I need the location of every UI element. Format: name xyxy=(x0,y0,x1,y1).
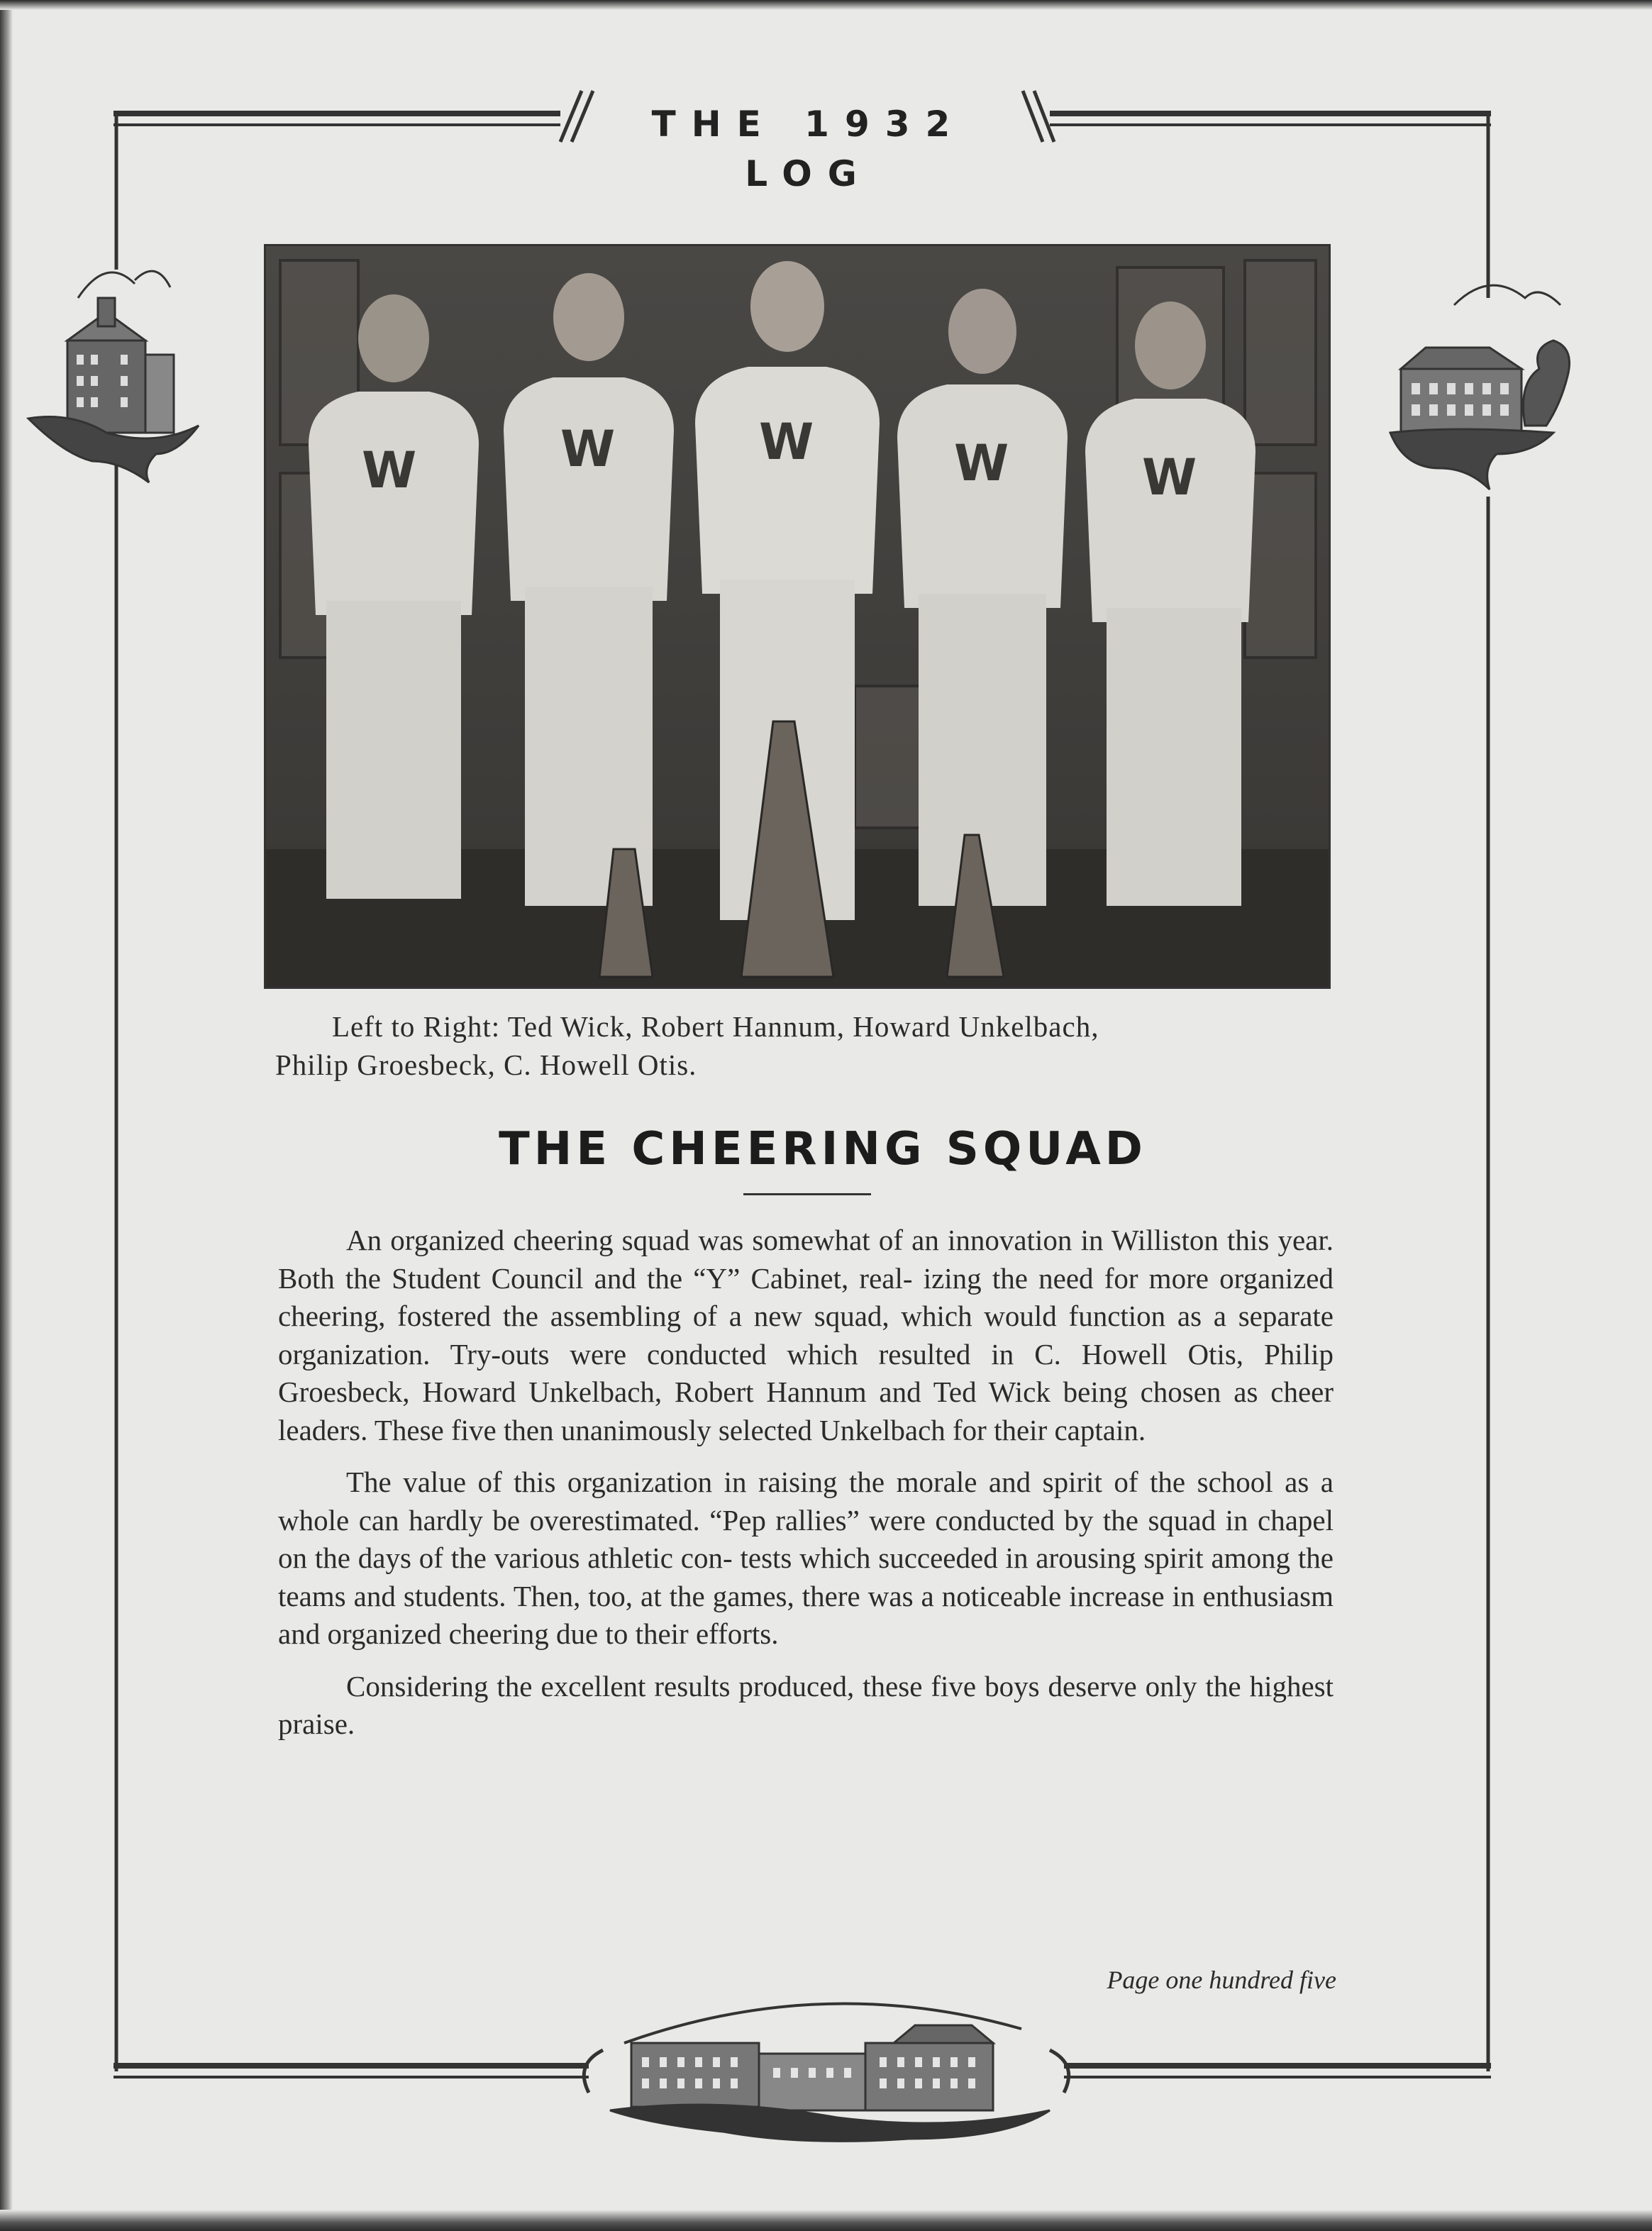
page-number: Page one hundred five xyxy=(1107,1966,1336,1994)
article-body xyxy=(278,1222,1334,1758)
running-header-title: THE 1932 LOG xyxy=(651,104,966,194)
title-underline-rule xyxy=(743,1193,871,1195)
sweater-letter: W xyxy=(362,441,417,499)
section-title: THE CHEERING SQUAD xyxy=(499,1123,1147,1175)
body-paragraph-3: Considering the excellent results produced, these five boys deserve only the highest praise. xyxy=(278,1669,1334,1740)
left-building-ornament xyxy=(28,271,199,482)
sweater-letter: W xyxy=(1142,448,1197,506)
campus-building-ornament xyxy=(584,2003,1068,2141)
right-building-ornament xyxy=(1390,285,1570,489)
caption-line-2: Philip Groesbeck, C. Howell Otis. xyxy=(275,1048,697,1081)
body-paragraph-2: The value of this organization in raising the morale and spirit of the school as a whole can hardly be overestimated. “Pep rallies” were conducted by the squad in chapel on the days of the various athletic con- tests which succeeded in arousing spirit among the teams and students. Then, too, at the games, there was a noticeable increase in enthusiasm and organized cheering due to their efforts. xyxy=(278,1466,1334,1650)
photo-caption xyxy=(275,1007,1332,1084)
sweater-letter: W xyxy=(954,434,1009,492)
caption-line-1: Left to Right: Ted Wick, Robert Hannum, Howard Unkelbach, xyxy=(332,1010,1099,1043)
sweater-letter: W xyxy=(759,413,814,471)
body-paragraph-1: An organized cheering squad was somewhat of an innovation in Williston this year. Both the Student Council and the “Y” Cabinet, real- izing the need for more organized cheering, fostered the assembling of a new squad, which would function as a separate organization. Try-outs were conducted which resulted in C. Howell Otis, Philip Groesbeck, Howard Unkelbach, Robert Hannum and Ted Wick being chosen as cheer leaders. These five then unanimously selected Unkelbach for their captain. xyxy=(278,1224,1334,1446)
sweater-letter: W xyxy=(560,420,616,478)
cheering-squad-photo xyxy=(264,244,1331,989)
